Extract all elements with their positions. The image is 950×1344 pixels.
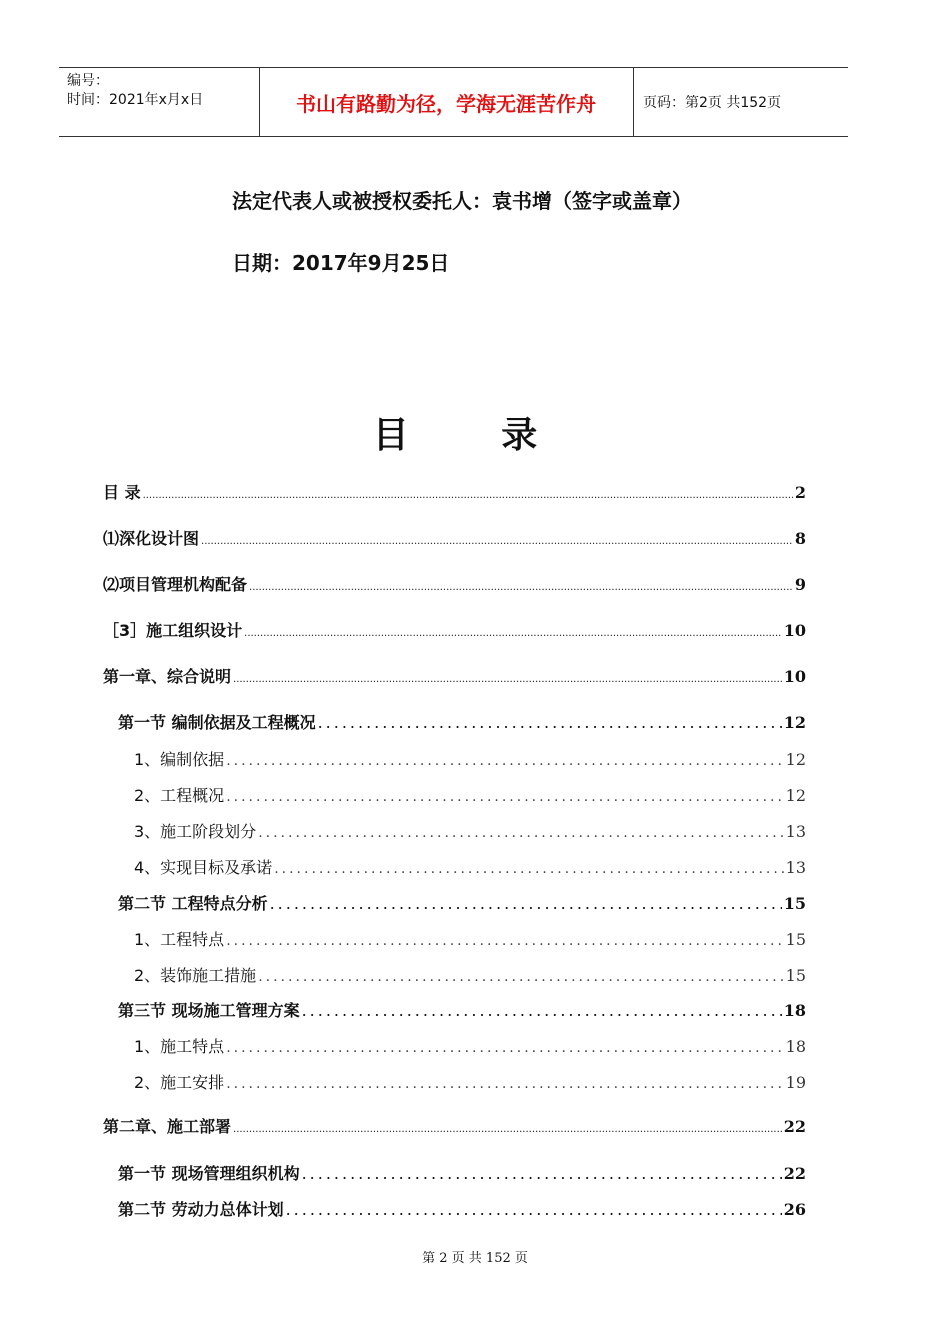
toc-entry-text: 1、编制依据 — [134, 750, 225, 769]
toc-entry[interactable] — [103, 618, 806, 641]
toc-entry-text: 第一节 现场管理组织机构 — [118, 1164, 300, 1183]
toc-leader — [201, 536, 793, 547]
toc-entry[interactable] — [134, 963, 806, 986]
toc-entry-text: 2、施工安排 — [134, 1073, 225, 1092]
number-label: 编号： — [67, 73, 109, 89]
toc-entry-text: ［3］施工组织设计 — [103, 621, 243, 640]
toc-entry[interactable] — [118, 1161, 806, 1184]
toc-entry-page: 18 — [783, 1001, 806, 1020]
toc-entry-page: 12 — [785, 750, 806, 769]
toc-leader — [226, 1040, 783, 1056]
toc-entry-page: 12 — [783, 713, 806, 732]
toc-leader — [258, 825, 783, 841]
toc-entry-text: 3、施工阶段划分 — [134, 822, 257, 841]
toc-leader — [233, 1124, 782, 1135]
page-footer: 第 2 页 共 152 页 — [422, 1251, 528, 1266]
toc-entry[interactable] — [134, 1070, 806, 1093]
toc-entry[interactable] — [118, 998, 806, 1021]
toc-entry-page: 2 — [794, 483, 806, 502]
toc-entry-text: 第三节 现场施工管理方案 — [118, 1001, 300, 1020]
toc-entry[interactable] — [118, 1197, 806, 1220]
toc-leader — [226, 933, 783, 949]
toc-entry[interactable] — [103, 572, 806, 595]
toc-leader — [249, 582, 793, 593]
time-label: 时间：2021年x月x日 — [67, 92, 204, 108]
toc-entry-text: 1、工程特点 — [134, 930, 225, 949]
toc-entry-text: ⑴深化设计图 — [103, 529, 200, 548]
toc-entry-page: 8 — [794, 529, 806, 548]
toc-entry-text: 第一章、综合说明 — [103, 667, 232, 686]
header-page-label: 页码：第2页 共152页 — [643, 95, 782, 111]
toc-leader — [318, 713, 782, 732]
toc-leader — [226, 753, 783, 769]
toc-entry-page: 13 — [785, 858, 806, 877]
toc-entry-page: 22 — [783, 1164, 806, 1183]
toc-entry-text: 4、实现目标及承诺 — [134, 858, 273, 877]
toc-entry-page: 9 — [794, 575, 806, 594]
toc-leader — [226, 789, 783, 805]
toc-entry-page: 15 — [785, 966, 806, 985]
toc-entry-page: 26 — [783, 1200, 806, 1219]
toc-entry[interactable] — [118, 710, 806, 733]
toc-entry-page: 18 — [785, 1037, 806, 1056]
toc-entry-text: ⑵项目管理机构配备 — [103, 575, 248, 594]
date-line: 日期：2017年9月25日 — [232, 251, 450, 275]
toc-entry-page: 12 — [785, 786, 806, 805]
toc-entry[interactable] — [118, 891, 806, 914]
toc-title: 目 录 — [372, 415, 578, 456]
toc-entry[interactable] — [134, 855, 806, 878]
toc-entry[interactable] — [134, 819, 806, 842]
toc-leader — [286, 1200, 782, 1219]
toc-entry-text: 第一节 编制依据及工程概况 — [118, 713, 316, 732]
toc-leader — [244, 628, 782, 639]
toc-entry[interactable] — [103, 480, 806, 503]
toc-entry[interactable] — [134, 783, 806, 806]
toc-entry[interactable] — [103, 1114, 806, 1137]
toc-entry-text: 第二章、施工部署 — [103, 1117, 232, 1136]
header-meta-cell — [59, 68, 260, 136]
toc-leader — [226, 1076, 783, 1092]
toc-leader — [258, 969, 783, 985]
toc-entry-text: 2、装饰施工措施 — [134, 966, 257, 985]
toc-leader — [302, 1001, 782, 1020]
toc-entry-page: 13 — [785, 822, 806, 841]
toc-entry-page: 15 — [785, 930, 806, 949]
toc-entry-text: 目 录 — [103, 483, 141, 502]
page-header — [59, 67, 848, 137]
toc-entry-text: 第二节 工程特点分析 — [118, 894, 268, 913]
toc-entry[interactable] — [103, 526, 806, 549]
toc-entry[interactable] — [134, 927, 806, 950]
toc-entry-page: 10 — [783, 667, 806, 686]
toc-entry[interactable] — [103, 664, 806, 687]
toc-entry-text: 1、施工特点 — [134, 1037, 225, 1056]
toc-entry-page: 15 — [783, 894, 806, 913]
signature-line: 法定代表人或被授权委托人：袁书增（签字或盖章） — [232, 189, 692, 213]
toc-leader — [302, 1164, 782, 1183]
toc-entry-text: 2、工程概况 — [134, 786, 225, 805]
toc-entry-text: 第二节 劳动力总体计划 — [118, 1200, 284, 1219]
toc-leader — [270, 894, 782, 913]
toc-entry[interactable] — [134, 1034, 806, 1057]
toc-entry-page: 19 — [785, 1073, 806, 1092]
header-motto: 书山有路勤为径，学海无涯苦作舟 — [259, 68, 634, 136]
toc-entry[interactable] — [134, 747, 806, 770]
toc-leader — [274, 861, 783, 877]
toc-leader — [143, 490, 793, 501]
toc-entry-page: 10 — [783, 621, 806, 640]
toc-leader — [233, 674, 782, 685]
toc-entry-page: 22 — [783, 1117, 806, 1136]
